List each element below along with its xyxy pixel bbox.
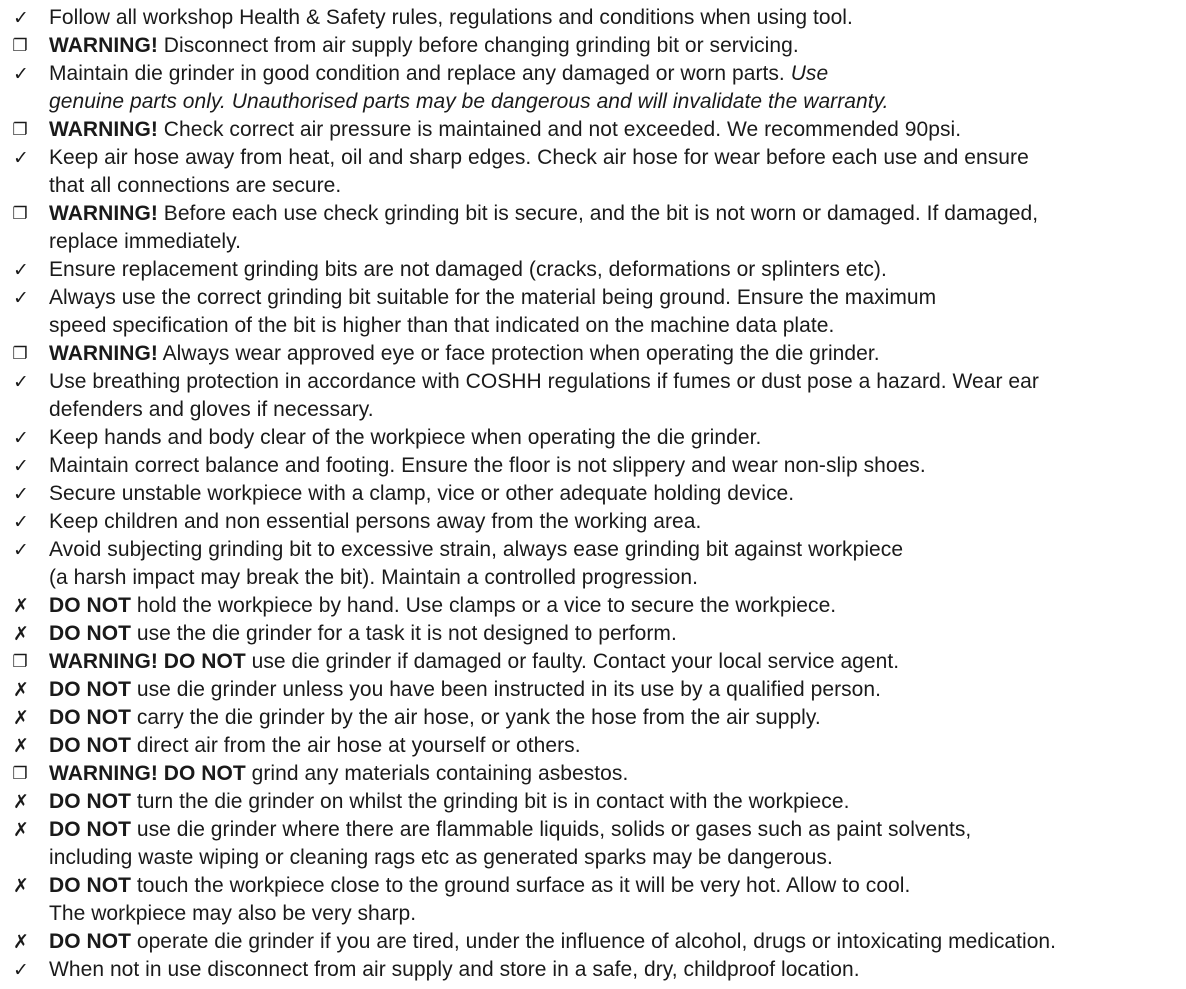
cross-icon: ✗	[13, 595, 29, 617]
safety-item	[0, 60, 1186, 116]
safety-item-line	[49, 368, 1186, 396]
safety-item	[0, 536, 1186, 592]
instruction-text: touch the workpiece close to the ground surface as it will be very hot. Allow to cool.	[130, 874, 911, 897]
checkmark-icon: ✓	[13, 371, 29, 393]
cross-icon: ✗	[13, 791, 29, 813]
safety-item	[0, 592, 1186, 620]
safety-item-line	[49, 900, 1186, 928]
safety-item-line	[49, 340, 1186, 368]
safety-item-line	[49, 676, 1186, 704]
safety-item-line	[49, 32, 1186, 60]
instruction-text: Keep children and non essential persons away from the working area.	[49, 510, 702, 533]
safety-item-line	[49, 116, 1186, 144]
safety-item-line	[49, 648, 1186, 676]
safety-item	[0, 256, 1186, 284]
safety-item-line	[49, 172, 1186, 200]
safety-item-line	[49, 60, 1186, 88]
instruction-text: Ensure replacement grinding bits are not damaged (cracks, deformations or splinters etc).	[49, 258, 887, 281]
safety-item-line	[49, 508, 1186, 536]
instruction-text: Check correct air pressure is maintained and not exceeded. We recommended 90psi.	[157, 118, 962, 141]
warning-box-icon: ❐	[12, 36, 28, 56]
safety-item-line	[49, 592, 1186, 620]
safety-item-line	[49, 88, 1186, 116]
warning-box-icon: ❐	[12, 120, 28, 140]
safety-item-line	[49, 284, 1186, 312]
checkmark-icon: ✓	[13, 259, 29, 281]
instruction-text: defenders and gloves if necessary.	[49, 398, 374, 421]
checkmark-icon: ✓	[13, 427, 29, 449]
instruction-text: replace immediately.	[49, 230, 242, 253]
emphasis-text: WARNING!	[49, 118, 158, 141]
emphasis-text: DO NOT	[49, 790, 131, 813]
instruction-text: direct air from the air hose at yourself or others.	[130, 734, 581, 757]
instruction-text: The workpiece may also be very sharp.	[49, 902, 417, 925]
checkmark-icon: ✓	[13, 287, 29, 309]
safety-item-line	[49, 732, 1186, 760]
checkmark-icon: ✓	[13, 63, 29, 85]
safety-item-line	[49, 928, 1186, 956]
instruction-text: grind any materials containing asbestos.	[245, 762, 629, 785]
cross-icon: ✗	[13, 679, 29, 701]
safety-item	[0, 760, 1186, 788]
instruction-text: Disconnect from air supply before changing grinding bit or servicing.	[157, 34, 799, 57]
safety-item	[0, 284, 1186, 340]
safety-item-line	[49, 872, 1186, 900]
instruction-text: use die grinder if damaged or faulty. Contact your local service agent.	[245, 650, 900, 673]
safety-item-line	[49, 144, 1186, 172]
cross-icon: ✗	[13, 707, 29, 729]
safety-item	[0, 480, 1186, 508]
instruction-text: Keep air hose away from heat, oil and sharp edges. Check air hose for wear before each use and ensure	[49, 146, 1029, 169]
safety-item-line	[49, 620, 1186, 648]
safety-item	[0, 424, 1186, 452]
safety-item	[0, 200, 1186, 256]
cross-icon: ✗	[13, 931, 29, 953]
instruction-text: Always wear approved eye or face protection when operating the die grinder.	[157, 342, 880, 365]
instruction-text: turn the die grinder on whilst the grinding bit is in contact with the workpiece.	[130, 790, 850, 813]
emphasis-text: DO NOT	[49, 874, 131, 897]
instruction-text: Avoid subjecting grinding bit to excessive strain, always ease grinding bit against workpiece	[49, 538, 904, 561]
safety-item-line	[49, 564, 1186, 592]
checkmark-icon: ✓	[13, 147, 29, 169]
safety-item-line	[49, 816, 1186, 844]
instruction-text: Follow all workshop Health & Safety rules, regulations and conditions when using tool.	[49, 6, 853, 29]
instruction-text: carry the die grinder by the air hose, or yank the hose from the air supply.	[130, 706, 821, 729]
instruction-text: (a harsh impact may break the bit). Maintain a controlled progression.	[49, 566, 698, 589]
safety-item-line	[49, 956, 1186, 984]
checkmark-icon: ✓	[13, 7, 29, 29]
instruction-text: including waste wiping or cleaning rags etc as generated sparks may be dangerous.	[49, 846, 833, 869]
safety-item-line	[49, 844, 1186, 872]
instruction-text: Keep hands and body clear of the workpiece when operating the die grinder.	[49, 426, 762, 449]
instruction-text: Maintain correct balance and footing. Ensure the floor is not slippery and wear non-slip shoes.	[49, 454, 926, 477]
instruction-text: speed specification of the bit is higher than that indicated on the machine data plate.	[49, 314, 835, 337]
safety-item	[0, 116, 1186, 144]
emphasis-text: DO NOT	[49, 930, 131, 953]
safety-item	[0, 704, 1186, 732]
instruction-text: Maintain die grinder in good condition and replace any damaged or worn parts.	[49, 62, 791, 85]
instruction-text: genuine parts only. Unauthorised parts may be dangerous and will invalidate the warranty.	[49, 90, 889, 113]
safety-item-line	[49, 200, 1186, 228]
safety-item	[0, 956, 1186, 984]
safety-item-line	[49, 704, 1186, 732]
emphasis-text: WARNING! DO NOT	[49, 762, 246, 785]
warning-box-icon: ❐	[12, 204, 28, 224]
checkmark-icon: ✓	[13, 959, 29, 981]
cross-icon: ✗	[13, 735, 29, 757]
safety-item	[0, 648, 1186, 676]
emphasis-text: DO NOT	[49, 818, 131, 841]
instruction-text: Use	[790, 62, 829, 85]
emphasis-text: DO NOT	[49, 706, 131, 729]
instruction-text: that all connections are secure.	[49, 174, 342, 197]
safety-item	[0, 788, 1186, 816]
emphasis-text: WARNING! DO NOT	[49, 650, 246, 673]
safety-item	[0, 452, 1186, 480]
instruction-text: hold the workpiece by hand. Use clamps or a vice to secure the workpiece.	[130, 594, 837, 617]
cross-icon: ✗	[13, 875, 29, 897]
safety-item-line	[49, 4, 1186, 32]
safety-item	[0, 676, 1186, 704]
emphasis-text: WARNING!	[49, 342, 158, 365]
warning-box-icon: ❐	[12, 344, 28, 364]
safety-instructions-list	[0, 4, 1186, 984]
safety-item-line	[49, 788, 1186, 816]
instruction-text: Always use the correct grinding bit suitable for the material being ground. Ensure the maximum	[49, 286, 937, 309]
safety-item-line	[49, 312, 1186, 340]
safety-item-line	[49, 228, 1186, 256]
emphasis-text: DO NOT	[49, 734, 131, 757]
checkmark-icon: ✓	[13, 539, 29, 561]
safety-item	[0, 4, 1186, 32]
safety-item-line	[49, 256, 1186, 284]
safety-item	[0, 368, 1186, 424]
checkmark-icon: ✓	[13, 455, 29, 477]
checkmark-icon: ✓	[13, 511, 29, 533]
instruction-text: Use breathing protection in accordance with COSHH regulations if fumes or dust pose a hazard. Wear ear	[49, 370, 1039, 393]
safety-item-line	[49, 760, 1186, 788]
safety-item-line	[49, 536, 1186, 564]
safety-item	[0, 144, 1186, 200]
checkmark-icon: ✓	[13, 483, 29, 505]
instruction-text: use die grinder where there are flammable liquids, solids or gases such as paint solvents,	[130, 818, 972, 841]
safety-item	[0, 732, 1186, 760]
safety-item	[0, 32, 1186, 60]
cross-icon: ✗	[13, 819, 29, 841]
safety-item	[0, 872, 1186, 928]
emphasis-text: DO NOT	[49, 678, 131, 701]
safety-item	[0, 816, 1186, 872]
emphasis-text: WARNING!	[49, 34, 158, 57]
safety-item	[0, 508, 1186, 536]
instruction-text: When not in use disconnect from air supply and store in a safe, dry, childproof location.	[49, 958, 860, 981]
emphasis-text: DO NOT	[49, 594, 131, 617]
safety-item-line	[49, 424, 1186, 452]
safety-item	[0, 620, 1186, 648]
instruction-text: Secure unstable workpiece with a clamp, vice or other adequate holding device.	[49, 482, 795, 505]
instruction-text: use the die grinder for a task it is not designed to perform.	[130, 622, 677, 645]
safety-item-line	[49, 480, 1186, 508]
cross-icon: ✗	[13, 623, 29, 645]
emphasis-text: WARNING!	[49, 202, 158, 225]
safety-item-line	[49, 396, 1186, 424]
safety-item	[0, 340, 1186, 368]
safety-item-line	[49, 452, 1186, 480]
instruction-text: operate die grinder if you are tired, under the influence of alcohol, drugs or intoxicating medication.	[130, 930, 1057, 953]
instruction-text: use die grinder unless you have been instructed in its use by a qualified person.	[130, 678, 882, 701]
instruction-text: Before each use check grinding bit is secure, and the bit is not worn or damaged. If damaged,	[157, 202, 1039, 225]
safety-item	[0, 928, 1186, 956]
emphasis-text: DO NOT	[49, 622, 131, 645]
warning-box-icon: ❐	[12, 764, 28, 784]
warning-box-icon: ❐	[12, 652, 28, 672]
